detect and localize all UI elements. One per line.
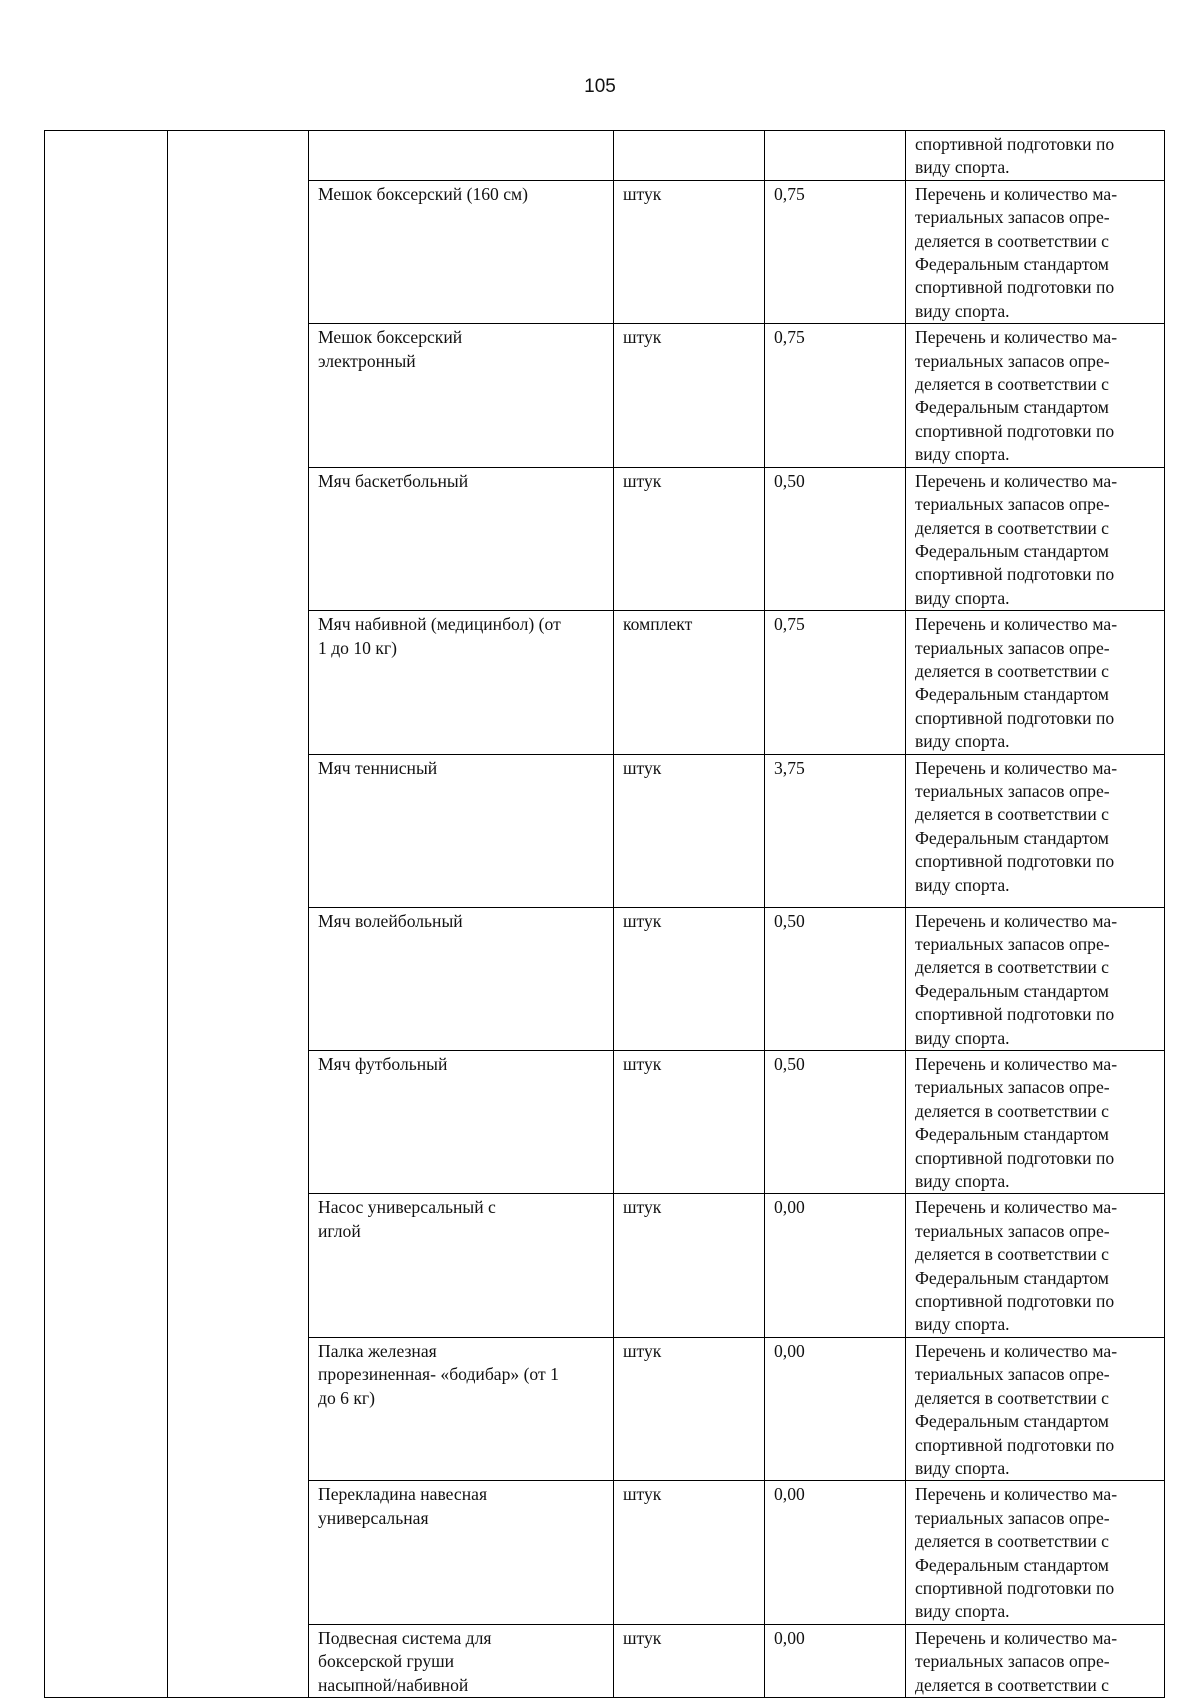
item-unit-cell: штук	[614, 1194, 765, 1337]
empty-column-1	[45, 131, 168, 1698]
item-name-cell: Мяч набивной (медицинбол) (от 1 до 10 кг)	[309, 611, 614, 754]
item-qty-cell: 0,00	[765, 1624, 906, 1697]
item-name-cell: Мешок боксерский электронный	[309, 324, 614, 467]
item-name-cell: Насос универсальный с иглой	[309, 1194, 614, 1337]
item-qty-cell: 0,75	[765, 180, 906, 323]
item-qty-cell: 3,75	[765, 754, 906, 907]
item-note-cell: Перечень и количество ма- териальных запасов опре- деляется в соответствии с Федеральным стандартом спортивной подготовки по виду спорта.	[906, 1194, 1165, 1337]
page-number: 105	[584, 76, 616, 97]
item-unit-cell: штук	[614, 907, 765, 1050]
item-name-cell: Подвесная система для боксерской груши насыпной/набивной	[309, 1624, 614, 1697]
item-name-cell	[309, 131, 614, 181]
item-unit-cell	[614, 131, 765, 181]
item-qty-cell: 0,00	[765, 1337, 906, 1480]
item-qty-cell: 0,00	[765, 1481, 906, 1624]
item-name-cell: Перекладина навесная универсальная	[309, 1481, 614, 1624]
item-note-cell: Перечень и количество ма- териальных запасов опре- деляется в соответствии с Федеральным стандартом спортивной подготовки по виду спорта.	[906, 467, 1165, 610]
item-unit-cell: штук	[614, 1624, 765, 1697]
item-name-cell: Мешок боксерский (160 см)	[309, 180, 614, 323]
item-note-cell: Перечень и количество ма- териальных запасов опре- деляется в соответствии с Федеральным стандартом спортивной подготовки по виду спорта.	[906, 611, 1165, 754]
empty-column-2	[168, 131, 309, 1698]
item-unit-cell: комплект	[614, 611, 765, 754]
item-unit-cell: штук	[614, 467, 765, 610]
item-name-cell: Мяч баскетбольный	[309, 467, 614, 610]
item-qty-cell: 0,50	[765, 1051, 906, 1194]
item-note-cell: Перечень и количество ма- териальных запасов опре- деляется в соответствии с Федеральным стандартом спортивной подготовки по виду спорта.	[906, 324, 1165, 467]
item-unit-cell: штук	[614, 1337, 765, 1480]
equipment-table	[44, 130, 1165, 1698]
item-name-cell: Мяч теннисный	[309, 754, 614, 907]
item-note-cell: Перечень и количество ма- териальных запасов опре- деляется в соответствии с Федеральным стандартом спортивной подготовки по виду спорта.	[906, 907, 1165, 1050]
table-row-continuation	[45, 131, 1165, 181]
item-name-cell: Палка железная прорезиненная- «бодибар» (от 1 до 6 кг)	[309, 1337, 614, 1480]
item-name-cell: Мяч волейбольный	[309, 907, 614, 1050]
item-note-cell: Перечень и количество ма- териальных запасов опре- деляется в соответствии с	[906, 1624, 1165, 1697]
item-note-cell: Перечень и количество ма- териальных запасов опре- деляется в соответствии с Федеральным стандартом спортивной подготовки по виду спорта.	[906, 1337, 1165, 1480]
item-name-cell: Мяч футбольный	[309, 1051, 614, 1194]
item-qty-cell: 0,00	[765, 1194, 906, 1337]
item-qty-cell: 0,75	[765, 611, 906, 754]
item-unit-cell: штук	[614, 1481, 765, 1624]
item-qty-cell: 0,75	[765, 324, 906, 467]
item-unit-cell: штук	[614, 180, 765, 323]
item-note-cell: Перечень и количество ма- териальных запасов опре- деляется в соответствии с Федеральным стандартом спортивной подготовки по виду спорта.	[906, 754, 1165, 907]
item-unit-cell: штук	[614, 1051, 765, 1194]
item-note-cell: Перечень и количество ма- териальных запасов опре- деляется в соответствии с Федеральным стандартом спортивной подготовки по виду спорта.	[906, 180, 1165, 323]
item-qty-cell	[765, 131, 906, 181]
item-qty-cell: 0,50	[765, 907, 906, 1050]
item-note-cell: Перечень и количество ма- териальных запасов опре- деляется в соответствии с Федеральным стандартом спортивной подготовки по виду спорта.	[906, 1051, 1165, 1194]
item-unit-cell: штук	[614, 324, 765, 467]
item-qty-cell: 0,50	[765, 467, 906, 610]
item-note-cell: Перечень и количество ма- териальных запасов опре- деляется в соответствии с Федеральным стандартом спортивной подготовки по виду спорта.	[906, 1481, 1165, 1624]
item-unit-cell: штук	[614, 754, 765, 907]
item-note-cell: спортивной подготовки по виду спорта.	[906, 131, 1165, 181]
